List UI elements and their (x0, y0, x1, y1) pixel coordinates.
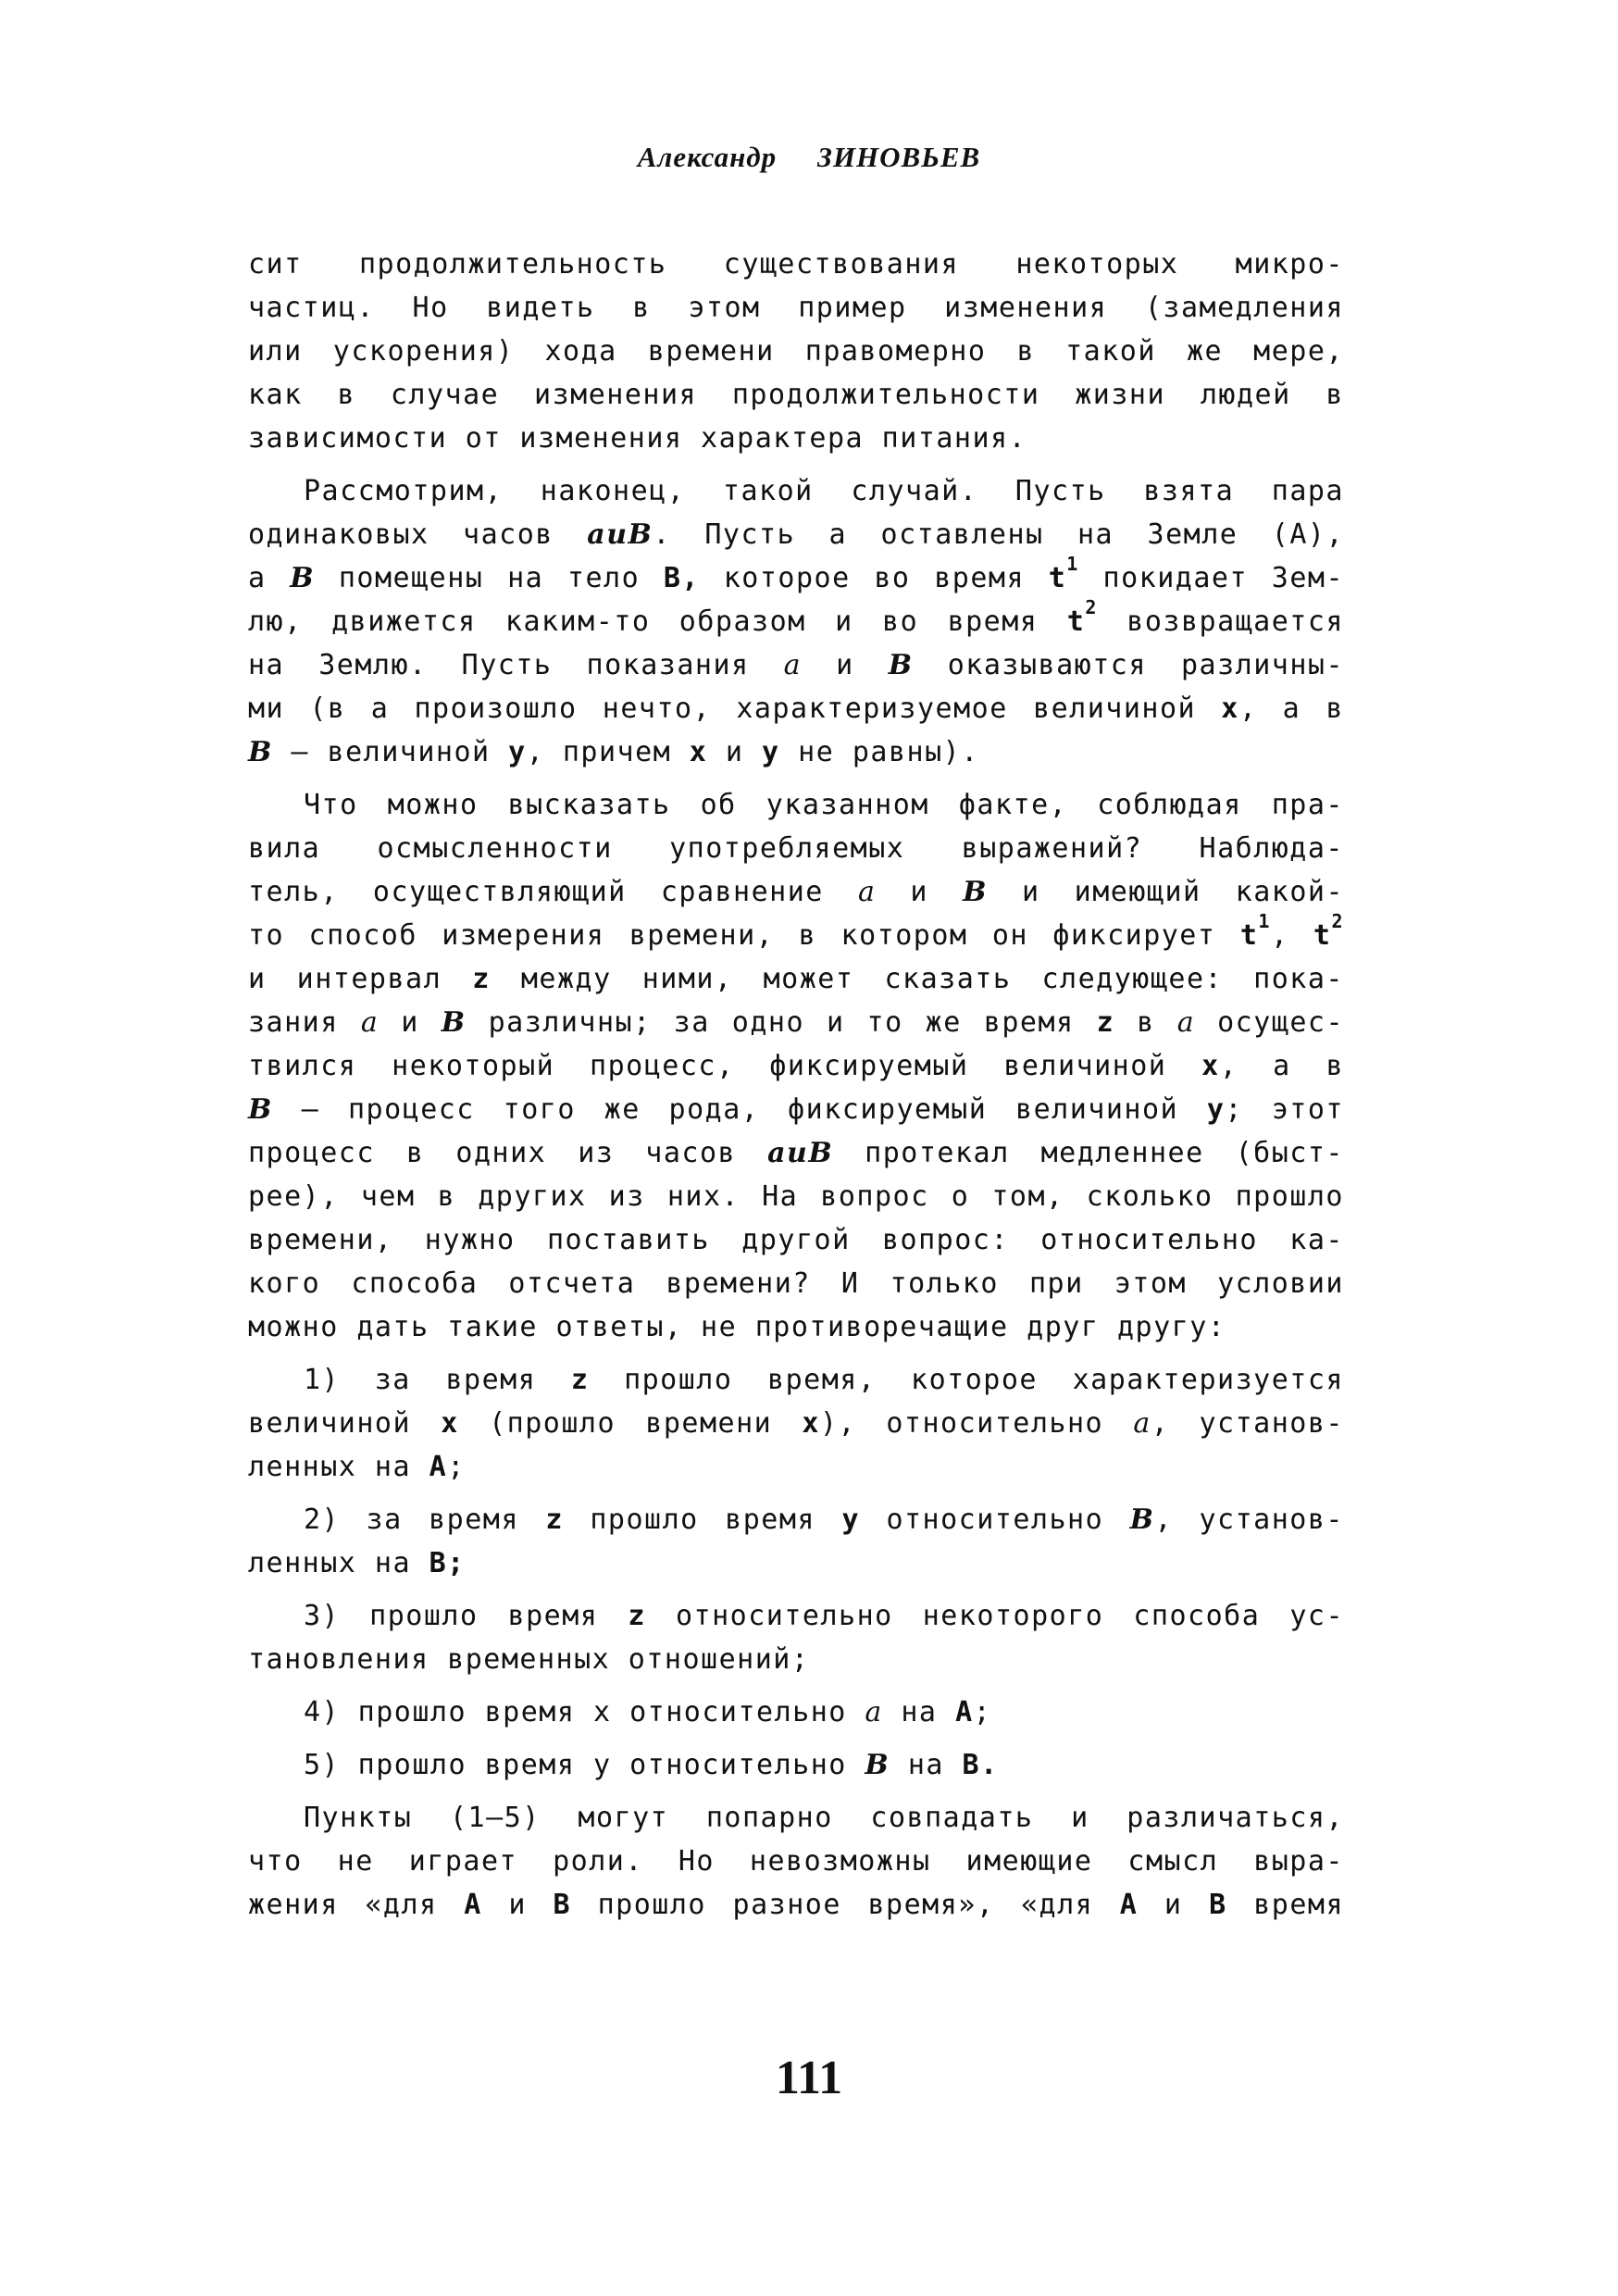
list-item-3: 3) прошло время z относительно некоторого способа ус- (304, 1600, 1345, 1632)
text-line: рее), чем в других из них. На вопрос о том, сколько прошло (248, 1180, 1344, 1213)
list-item-1: 1) за время z прошло время, которое характеризуется (304, 1364, 1344, 1396)
list-item-2: 2) за время z прошло время y относительно В, установ- (304, 1504, 1344, 1536)
running-header (0, 141, 1618, 174)
text-line: зания а и В различны; за одно и то же время z в а осущес- (248, 1006, 1344, 1039)
text-line: ленных на А; (248, 1451, 466, 1483)
text-line: как в случае изменения продолжительности жизни людей в (248, 379, 1344, 411)
body-text (248, 243, 1344, 1927)
text-line: одинаковых часов аиВ. Пусть а оставлены на Земле (А), (248, 518, 1344, 551)
author-first-name: Александр (637, 141, 778, 173)
text-line: Пункты (1—5) могут попарно совпадать и различаться, (304, 1802, 1344, 1834)
author-last-name: ЗИНОВЬЕВ (817, 141, 981, 173)
text-line: лю, движется каким-то образом и во время $t^2$ возвращается (248, 596, 1344, 638)
list-item-4: 4) прошло время х относительно а на А; (304, 1696, 992, 1728)
page-number: 111 (775, 2052, 843, 2104)
text-line: что не играет роли. Но невозможны имеющие смысл выра- (248, 1845, 1344, 1878)
text-line: В — величиной y, причем x и y не равны). (248, 736, 979, 768)
text-line: или ускорения) хода времени правомерно в такой же мере, (248, 335, 1344, 368)
list-item-5: 5) прошло время у относительно В на В. (304, 1749, 999, 1781)
text-line: сит продолжительность существования некоторых микро- (248, 248, 1344, 281)
text-line: времени, нужно поставить другой вопрос: относительно ка- (248, 1224, 1344, 1256)
text-line: Рассмотрим, наконец, такой случай. Пусть взята пара (304, 475, 1344, 507)
text-line: ленных на В; (248, 1547, 466, 1579)
text-line: можно дать такие ответы, не противоречащие друг другу: (248, 1311, 1226, 1343)
text-line: Что можно высказать об указанном факте, соблюдая пра- (304, 789, 1344, 821)
text-line: твился некоторый процесс, фиксируемый величиной x, а в (248, 1050, 1345, 1082)
text-line: зависимости от изменения характера питания. (248, 422, 1027, 455)
text-line: а В помещены на тело В, которое во время $t^1$ покидает Зем- (248, 553, 1345, 594)
text-line: процесс в одних из часов аиВ протекал медленнее (быст- (248, 1137, 1344, 1169)
text-line: кого способа отсчета времени? И только при этом условии (248, 1267, 1344, 1300)
text-line: ми (в а произошло нечто, характеризуемое величиной x, а в (248, 693, 1344, 725)
text-line: В — процесс того же рода, фиксируемый величиной y; этот (248, 1093, 1344, 1126)
text-line: вила осмысленности употребляемых выражений? Наблюда- (248, 832, 1344, 865)
text-line: частиц. Но видеть в этом пример изменения (замедления (248, 292, 1344, 324)
text-line: и интервал z между ними, может сказать следующее: пока- (248, 963, 1344, 995)
text-line: то способ измерения времени, в котором он фиксирует $t^1$, $t^2$ (248, 910, 1344, 952)
text-line: тель, осуществляющий сравнение а и В и имеющий какой- (248, 876, 1345, 908)
text-line: тановления временных отношений; (248, 1643, 810, 1676)
text-line: величиной x (прошло времени x), относительно а, установ- (248, 1407, 1344, 1440)
text-line: на Землю. Пусть показания а и В оказываются различны- (248, 649, 1345, 681)
text-line: жения «для А и В прошло разное время», «для А и В время (248, 1889, 1345, 1921)
